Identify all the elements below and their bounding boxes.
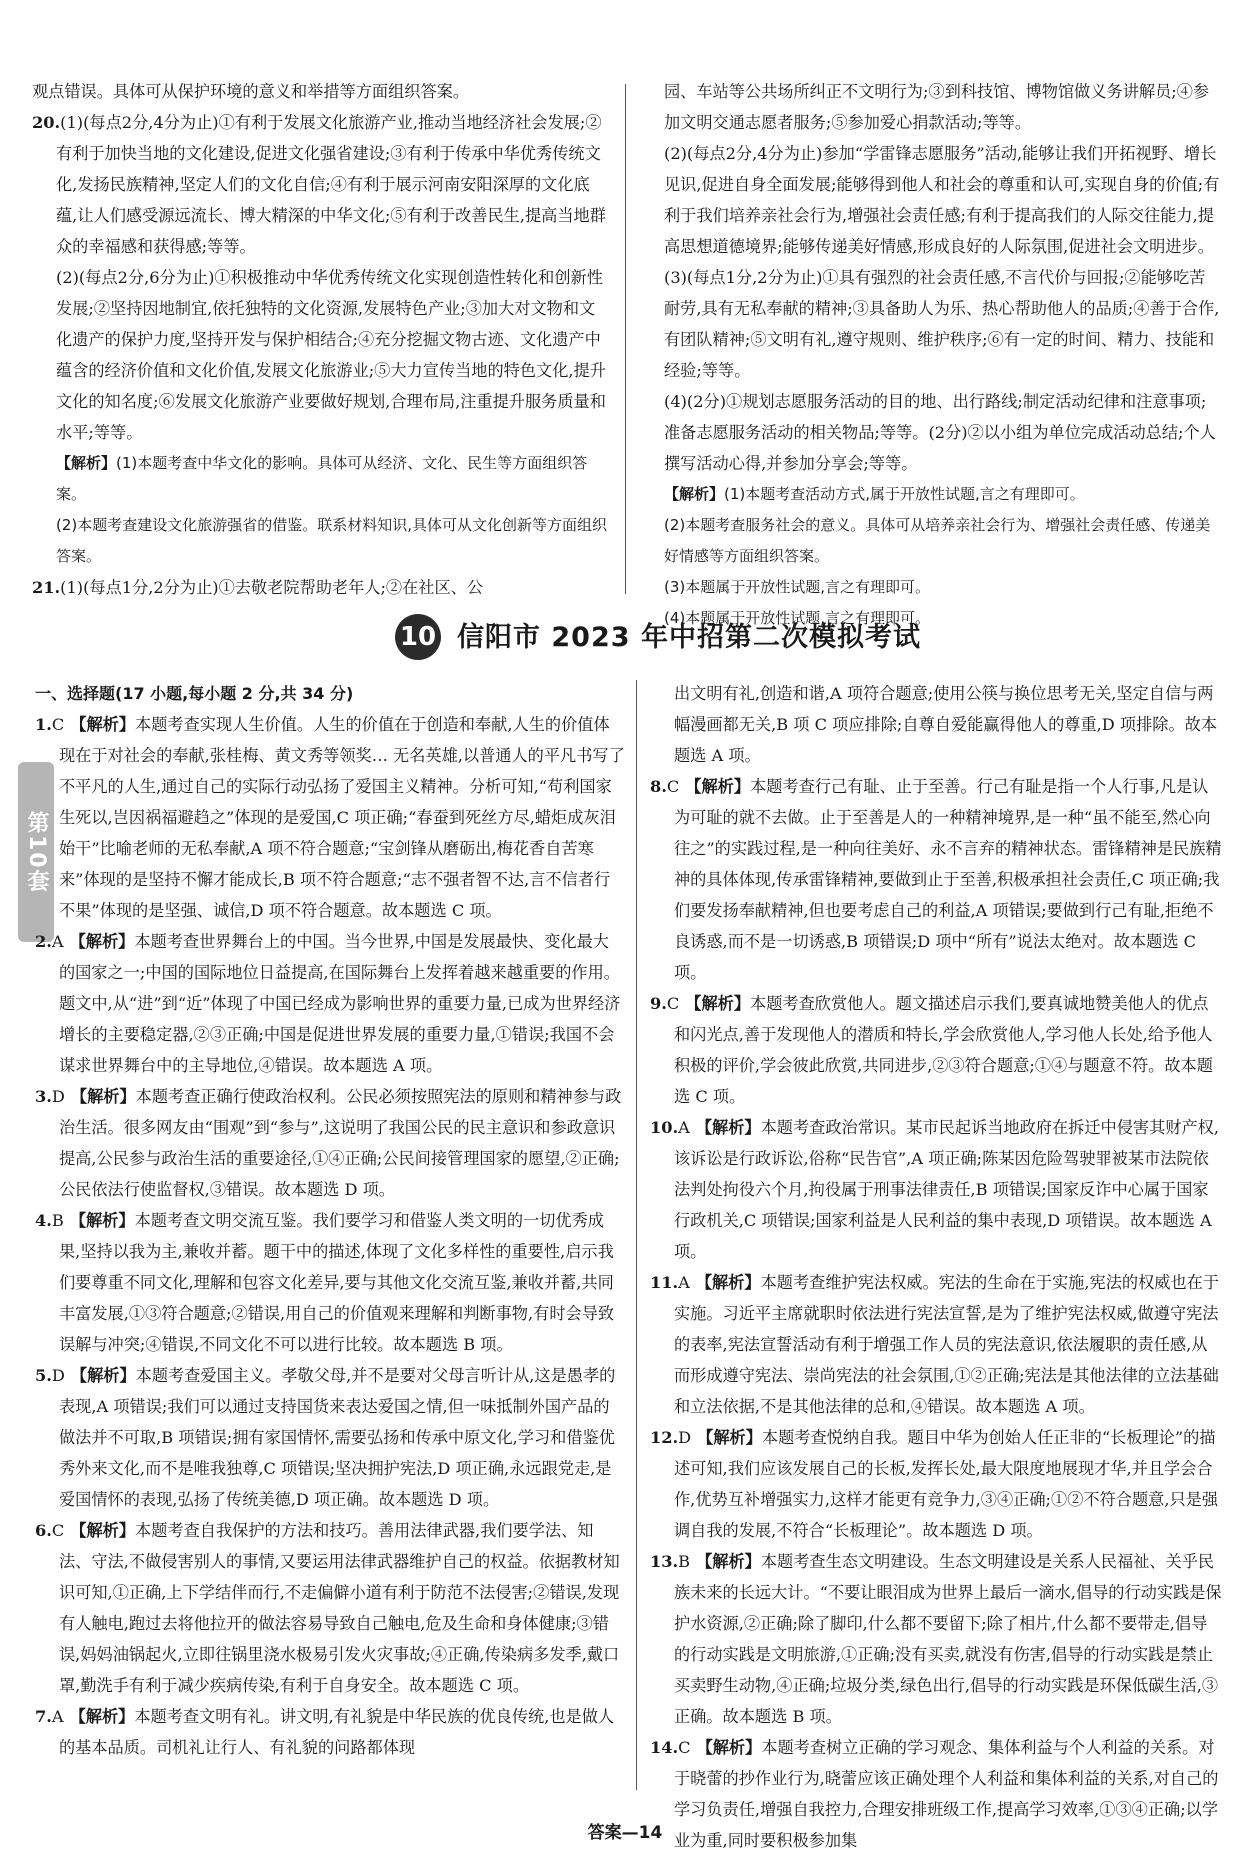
side-tab-label: 第10套 [18,762,54,942]
analysis-text: 本题考查生态文明建设。生态文明建设是关系人民福祉、关乎民族未来的长远大计。“不要让眼泪成为世界上最后一滴水,倡导的行动实践是保护水资源,②正确;除了脚印,什么都不要留下;除了相片,什么都不要带走,倡导的行动实践是文明旅游,①正确;没有买卖,就没有伤害,倡导的行动实践是禁止买卖野生动物,④正确;垃圾分类,绿色出行,倡导的行动实践是环保低碳生活,③正确。故本题选 B 项。 [674,1552,1222,1726]
analysis-tag: 【解析】 [696,1552,761,1571]
answer-letter: B [51,1211,64,1230]
answer-text: (3)(每点1分,2分为止)①具有强烈的社会责任感,不言代价与回报;②能够吃苦耐劳,具有无私奉献的精神;③具备助人为乐、热心帮助他人的品质;④善于合作,有团队精神;⑤文明有礼,遵守规则、维护秩序;⑥有一定的时间、精力、技能和经验;等等。 [664,268,1220,380]
answer-list [35,709,625,1763]
answer-item [35,1081,625,1205]
analysis-text: 本题考查正确行使政治权利。公民必须按照宪法的原则和精神参与政治生活。很多网友由“围观”到“参与”,这说明了我国公民的民主意识和参政意识提高,公民参与政治生活的重要途径,①④正确;公民间接管理国家的愿望,②正确;公民依法行使监督权,③错误。故本题选 D 项。 [59,1087,622,1199]
analysis-tag: 【解析】 [70,1087,136,1106]
analysis-text: 本题考查树立正确的学习观念、集体利益与个人利益的关系。对于晓蕾的抄作业行为,晓蕾应该正确处理个人利益和集体利益的关系,对自己的学习负责任,增强自我控力,合理安排班级工作,提高学习效率,①③④正确;以学业为重,同时要积极参加集 [674,1738,1219,1850]
question-20 [32,107,610,262]
answer-text: (1)(每点2分,4分为止)①有利于发展文化旅游产业,推动当地经济社会发展;②有利于加快当地的文化建设,促进文化强省建设;③有利于传承中华优秀传统文化,发扬民族精神,坚定人们的文化自信;④有利于展示河南安阳深厚的文化底蕴,让人们感受源远流长、博大精深的中华文化;⑤有利于改善民生,提高当地群众的幸福感和获得感;等等。 [56,113,606,256]
top-left-column [32,76,610,606]
question-number: 5. [35,1366,52,1385]
answer-letter: D [51,1087,65,1106]
analysis-text: 本题考查行己有耻、止于至善。行己有耻是指一个人行事,凡是认为可耻的就不去做。止于至善是人的一种精神境界,是一种“虽不能至,然心向往之”的实践过程,是一种向往美好、永不言弃的精神状态。雷锋精神是民族精神的具体体现,传承雷锋精神,要做到止于至善,积极承担社会责任,C 项正确;我们要发扬奉献精神,但也要考虑自己的利益,A 项错误;要做到行己有耻,拒绝不良诱惑,而不是一切诱惑,B 项错误;D 项中“所有”说法太绝对。故本题选 C 项。 [674,777,1222,982]
answer-item [35,709,625,926]
bottom-left-column [35,678,625,1798]
analysis-tag: 【解析】 [69,932,135,951]
answer-letter: C [51,1521,65,1540]
analysis-tag: 【解析】 [697,1428,762,1447]
analysis-tag: 【解析】 [695,1273,761,1292]
analysis-tag: 【解析】 [56,454,117,472]
analysis-block [640,479,1220,510]
page-footer: 答案—14 [587,1823,663,1843]
analysis-text: 本题考查维护宪法权威。宪法的生命在于实施,宪法的权威也在于实施。习近平主席就职时依法进行宪法宣誓,是为了维护宪法权威,做遵守宪法的表率,宪法宣誓活动有利于增强工作人员的宪法意识,依法履职的责任感,从而形成遵守宪法、崇尚宪法的社会氛围,①②正确;宪法是其他法律的立法基础和立法依据,不是其他法律的总和,④错误。故本题选 A 项。 [674,1273,1220,1416]
analysis-tag: 【解析】 [70,715,136,734]
answer-item [35,1205,625,1360]
answer-letter: C [678,1738,691,1757]
question-number: 11. [650,1273,679,1292]
question-number: 7. [35,1707,52,1726]
analysis-text: (2)本题考查建设文化旅游强省的借鉴。联系材料知识,具体可从文化创新等方面组织答案。 [56,516,608,565]
analysis-text: (3)本题属于开放性试题,言之有理即可。 [664,578,931,596]
answer-text: (4)(2分)①规划志愿服务活动的目的地、出行路线;制定活动纪律和注意事项;准备志愿服务活动的相关物品;等等。(2分)②以小组为单位完成活动总结;个人撰写活动心得,并参加分享会;等等。 [664,392,1216,473]
analysis-tag: 【解析】 [664,485,725,503]
analysis-tag: 【解析】 [695,1118,761,1137]
analysis-text: 本题考查文明有礼。讲文明,有礼貌是中华民族的优良传统,也是做人的基本品质。司机礼让行人、有礼貌的问路都体现 [59,1707,615,1757]
answer-text: (2)(每点2分,6分为止)①积极推动中华优秀传统文化实现创造性转化和创新性发展;②坚持因地制宜,依托独特的文化资源,发展特色产业;③加大对文物和文化遗产的保护力度,坚持开发与保护相结合;④充分挖掘文物古迹、文化遗产中蕴含的经济价值和文化价值,发展文化旅游业;⑤大力宣传当地的特色文化,提升文化的知名度;⑥发展文化旅游产业要做好规划,合理布局,注重提升服务质量和水平;等等。 [56,268,606,442]
analysis-text: 本题考查自我保护的方法和技巧。善用法律武器,我们要学法、知法、守法,不做侵害别人的事情,又要运用法律武器维护自己的权益。依据教材知识可知,①正确,上下学结伴而行,不走偏僻小道有利于防范不法侵害;②错误,发现有人触电,跑过去将他拉开的做法容易导致自己触电,危及生命和身体健康;③错误,妈妈油锅起火,立即往锅里浇水极易引发火灾事故;④正确,传染病多发季,戴口罩,勤洗手有利于减少疾病传染,有利于自身安全。故本题选 C 项。 [59,1521,620,1695]
analysis-text: 本题考查政治常识。某市民起诉当地政府在拆迁中侵害其财产权,该诉讼是行政诉讼,俗称“民告官”,A 项正确;陈某因危险驾驶罪被某市法院依法判处拘役六个月,拘役属于刑事法律责任,B 项错误;国家反诈中心属于国家行政机关,C 项错误;国家利益是人民利益的集中表现,D 项错误。故本题选 A 项。 [674,1118,1220,1261]
analysis-text: (2)本题考查服务社会的意义。具体可从培养亲社会行为、增强社会责任感、传递美好情感等方面组织答案。 [664,516,1211,565]
question-number: 4. [35,1211,52,1230]
answer-item [35,1360,625,1515]
answer-letter: A [678,1273,690,1292]
exam-title [395,612,921,662]
analysis-tag: 【解析】 [69,1707,135,1726]
question-number: 14. [650,1738,679,1757]
question-number: 12. [650,1428,679,1447]
answer-letter: C [666,777,680,796]
analysis-tag: 【解析】 [70,1521,136,1540]
question-number: 10. [650,1118,679,1137]
exam-title-text: 信阳市 2023 年中招第二次模拟考试 [457,621,921,653]
answer-item [650,1422,1222,1546]
analysis-text: 本题考查文明交流互鉴。我们要学习和借鉴人类文明的一切优秀成果,坚持以我为主,兼收并蓄。题干中的描述,体现了文化多样性的重要性,启示我们要尊重不同文化,理解和包容文化差异,要与其他文化交流互鉴,兼收并蓄,共同丰富发展,①③符合题意;②错误,用自己的价值观来理解和判断事物,有时会导致误解与冲突;④错误,不同文化不可以进行比较。故本题选 B 项。 [59,1211,615,1354]
column-divider [636,680,637,1790]
answer-letter: A [51,1707,64,1726]
answer-item [650,771,1222,988]
answer-letter: D [678,1428,692,1447]
question-number: 20. [32,113,61,132]
analysis-text: 本题考查世界舞台上的中国。当今世界,中国是发展最快、变化最大的国家之一;中国的国际地位日益提高,在国际舞台上发挥着越来越重要的作用。题文中,从“进”到“近”体现了中国已经成为影响世界的重要力量,已成为世界经济增长的主要稳定器,②③正确;中国是促进世界发展的重要力量,①错误;我国不会谋求世界舞台中的主导地位,④错误。故本题选 A 项。 [59,932,621,1075]
answer-letter: B [678,1552,691,1571]
answer-text: 园、车站等公共场所纠正不文明行为;③到科技馆、博物馆做义务讲解员;④参加文明交通志愿者服务;⑤参加爱心捐款活动;等等。 [664,82,1210,132]
answer-text: (2)(每点2分,4分为止)参加“学雷锋志愿服务”活动,能够让我们开拓视野、增长见识,促进自身全面发展;能够得到他人和社会的尊重和认可,实现自身的价值;有利于我们培养亲社会行为,增强社会责任感;有利于提高我们的人际交往能力,提高思想道德境界;能够传递美好情感,形成良好的人际氛围,促进社会文明进步。 [664,144,1220,256]
question-number: 13. [650,1552,679,1571]
analysis-text: 本题考查欣赏他人。题文描述启示我们,要真诚地赞美他人的优点和闪光点,善于发现他人的潜质和特长,学会欣赏他人,学习他人长处,给予他人积极的评价,学会彼此欣赏,共同进步,②③符合题意;①④与题意不符。故本题选 C 项。 [674,994,1213,1106]
question-21 [32,572,610,603]
answer-letter: A [678,1118,690,1137]
analysis-tag: 【解析】 [696,1738,762,1757]
analysis-block [32,448,610,510]
column-divider [625,84,626,594]
section-heading: 一、选择题(17 小题,每小题 2 分,共 34 分) [35,684,354,703]
analysis-text: 本题考查悦纳自我。题目中华为创始人任正非的“长板理论”的描述可知,我们应该发展自己的长板,发挥长处,最大限度地展现才华,并且学会合作,优势互补增强实力,这样才能更有竞争力,③④正确;①②不符合题意,只是强调自我的发展,不符合“长板理论”。故本题选 D 项。 [674,1428,1219,1540]
analysis-tag: 【解析】 [69,1211,135,1230]
question-number: 6. [35,1521,52,1540]
bottom-right-column [650,678,1222,1850]
question-number: 9. [650,994,667,1013]
answer-item [35,926,625,1081]
question-number: 8. [650,777,667,796]
answer-letter: C [51,715,65,734]
answer-letter: C [666,994,680,1013]
answer-item [650,1546,1222,1732]
analysis-text: (1)本题考查中华文化的影响。具体可从经济、文化、民生等方面组织答案。 [56,454,588,503]
answer-letter: A [51,932,64,951]
analysis-text: (1)本题考查活动方式,属于开放性试题,言之有理即可。 [724,485,1085,503]
answer-item [650,988,1222,1112]
question-number: 21. [32,578,61,597]
analysis-text: 本题考查实现人生价值。人生的价值在于创造和奉献,人生的价值体现在于对社会的奉献,张桂梅、黄文秀等领奖… 无名英雄,以普通人的平凡书写了不平凡的人生,通过自己的实际行动弘扬了爱国主义精神。分析可知,“苟利国家生死以,岂因祸福避趋之”体现的是爱国,C 项正确;“春蚕到死丝方尽,蜡炬成灰泪始干”比喻老师的无私奉献,A 项不符合题意;“宝剑锋从磨砺出,梅花香自苦寒来”体现的是坚持不懈才能成长,B 项不符合题意;“志不强者智不达,言不信者行不果”体现的是坚强、诚信,D 项不符合题意。故本题选 C 项。 [59,715,625,920]
analysis-tag: 【解析】 [685,777,751,796]
text-line: 观点错误。具体可从保护环境的意义和举措等方面组织答案。 [32,82,470,101]
answer-list [650,771,1222,1856]
answer-letter: D [51,1366,65,1385]
top-right-column [640,76,1220,627]
exam-number-badge: 10 [395,614,441,660]
answer-item [35,1515,625,1701]
question-number: 3. [35,1087,52,1106]
analysis-text: 本题考查爱国主义。孝敬父母,并不是要对父母言听计从,这是愚孝的表现,A 项错误;我们可以通过支持国货来表达爱国之情,但一味抵制外国产品的做法并不可取,B 项错误;拥有家国情怀,需要弘扬和传承中原文化,学习和借鉴优秀外来文化,而不是唯我独尊,C 项错误;坚决拥护宪法,D 项正确,永远跟党走,是爱国情怀的表现,弘扬了传统美德,D 项正确。故本题选 D 项。 [59,1366,616,1509]
question-number: 2. [35,932,52,951]
analysis-tag: 【解析】 [70,1366,136,1385]
answer-text: 出文明有礼,创造和谐,A 项符合题意;使用公筷与换位思考无关,坚定自信与两幅漫画都无关,B 项 C 项应排除;自尊自爱能赢得他人的尊重,D 项排除。故本题选 A 项。 [674,684,1218,765]
answer-item [35,1701,625,1763]
answer-text: (1)(每点1分,2分为止)①去敬老院帮助老年人;②在社区、公 [60,578,484,597]
analysis-text: (4)本题属于开放性试题,言之有理即可。 [664,609,931,627]
question-number: 1. [35,715,52,734]
answer-item [650,1267,1222,1422]
answer-item [650,1112,1222,1267]
analysis-tag: 【解析】 [685,994,751,1013]
